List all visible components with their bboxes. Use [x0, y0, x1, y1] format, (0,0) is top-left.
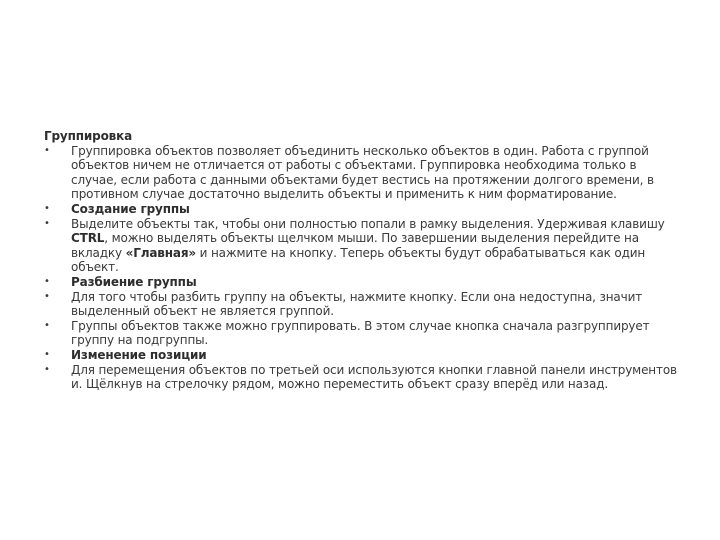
home-tab-label: «Главная» [125, 245, 196, 260]
item-text: Выделите объекты так, чтобы они полностью попали в рамку выделения. Удерживая клавишу [71, 216, 665, 231]
slide-content [44, 129, 680, 392]
list-item [44, 217, 680, 275]
bullet-icon: • [44, 275, 50, 287]
bullet-list [44, 144, 680, 392]
item-text: , можно выделять объекты щелчком мыши. По завершении выделения перейдите на вкладку [71, 231, 639, 260]
list-item [44, 290, 680, 319]
list-item [44, 348, 680, 363]
subheading-change-position: Изменение позиции [71, 347, 207, 362]
bullet-icon: • [44, 290, 50, 302]
subheading-ungroup: Разбиение группы [71, 274, 197, 289]
bullet-icon: • [44, 319, 50, 331]
section-heading: Группировка [44, 129, 133, 143]
list-item [44, 144, 680, 202]
item-text: и нажмите на кнопку. Теперь объекты будут обрабатываться как один объект. [71, 245, 646, 275]
bullet-icon: • [44, 348, 50, 360]
subheading-create-group: Создание группы [71, 201, 190, 216]
item-text: Группировка объектов позволяет объединить несколько объектов в один. Работа с группой объектов ничем не отличается от работы с объектами. Группировка необходима только в случае, если работа с данными объектами будет вестись на протяжении долгого времени, в противном случае достаточно выделить объекты и применить к ним форматирование. [71, 143, 654, 202]
item-text: Для того чтобы разбить группу на объекты, нажмите кнопку. Если она недоступна, значит выделенный объект не является группой. [71, 289, 643, 319]
list-item [44, 363, 680, 392]
bullet-icon: • [44, 363, 50, 375]
list-item [44, 275, 680, 290]
ctrl-key-label: CTRL [71, 231, 105, 246]
bullet-icon: • [44, 144, 50, 156]
list-item [44, 202, 680, 217]
item-text: Для перемещения объектов по третьей оси используются кнопки главной панели инструментов и. Щёлкнув на стрелочку рядом, можно переместить объект сразу вперёд или назад. [71, 362, 677, 392]
item-text: Группы объектов также можно группировать. В этом случае кнопка сначала разгруппирует группу на подгруппы. [71, 318, 650, 348]
bullet-icon: • [44, 202, 50, 214]
list-item [44, 319, 680, 348]
bullet-icon: • [44, 217, 50, 229]
